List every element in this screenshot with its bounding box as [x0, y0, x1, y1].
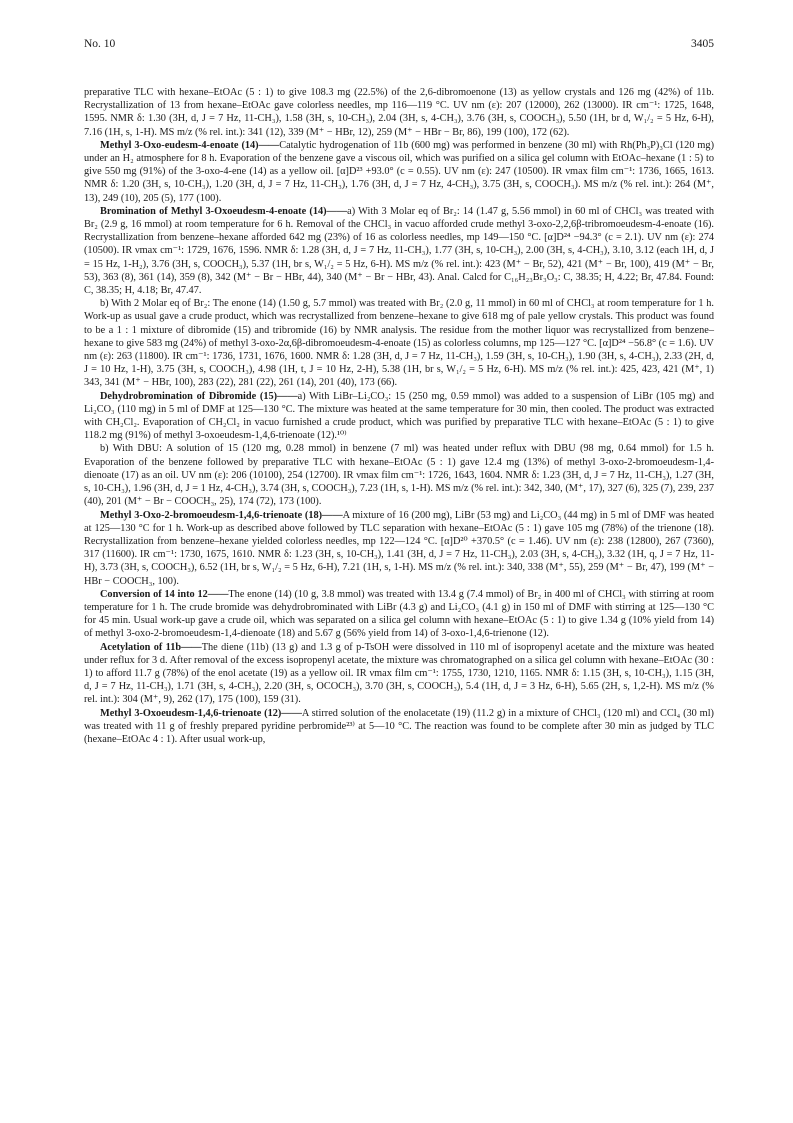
- paragraph: [84, 509, 714, 588]
- paragraph-text: A mixture of 16 (200 mg), LiBr (53 mg) and Li₂CO₃ (44 mg) in 5 ml of DMF was heated at 125—130 °C for 1 h. Work-up as described above followed by TLC separation with hexane–EtOAc (5 : 1) gave 105 mg (78%) of the trienone (18). Recrystallization from benzene–hexane yielded colorless needles, mp 122—124 °C. [α]D²⁰ +370.5° (c = 1.46). UV nm (ε): 238 (12800), 267 (7360), 317 (11600). IR cm⁻¹: 1730, 1675, 1610. NMR δ: 1.23 (3H, s, 10-CH₃), 1.41 (3H, d, J = 7 Hz, 11-CH₃), 2.03 (3H, s, 4-CH₃), 3.32 (1H, q, J = 7 Hz, 11-H), 3.73 (3H, s, COOCH₃), 6.52 (1H, br s, W₁/₂ = 5 Hz, 6-H), 7.21 (1H, s, 1-H). MS m/z (% rel. int.): 340, 338 (M⁺, 55), 259 (M⁺ − Br, 47), 199 (M⁺ − HBr − COOCH₃, 100).: [84, 509, 715, 587]
- page-number: 3405: [691, 38, 714, 50]
- paragraph: [84, 588, 714, 641]
- paragraph: [84, 390, 714, 443]
- paragraph: [84, 139, 714, 205]
- paragraph-text: A stirred solution of the enolacetate (19) (11.2 g) in a mixture of CHCl₃ (120 ml) and CCl₄ (30 ml) was treated with 11 g of freshly prepared pyridine perbromide²³⁾ at 5—10 °C. The reaction was found to be complete after 30 min as judged by TLC (hexane–EtOAc 4 : 1). After usual work-up,: [84, 707, 714, 745]
- paragraph-heading: Acetylation of 11b——: [100, 641, 202, 653]
- paragraph-text: a) With 3 Molar eq of Br₂: 14 (1.47 g, 5.56 mmol) in 60 ml of CHCl₃ was treated with Br₂ (2.9 g, 16 mmol) at room temperature for 6 h. Removal of the CHCl₃ in vacuo afforded crude methyl 3-oxo-2,2,6β-tribromoeudesm-4-enoate (16). Recrystallization from benzene–hexane afforded 642 mg (23%) of 16 as colorless needles, mp 149—150 °C. [α]D²⁴ −94.3° (c = 2.1). UV nm (ε): 274 (10500). IR νmax cm⁻¹: 1729, 1676, 1596. NMR δ: 1.28 (3H, d, J = 7 Hz, 11-CH₃), 1.77 (3H, s, 10-CH₃), 2.00 (3H, s, 4-CH₃), 3.10, 3.12 (each 1H, d, J = 15 Hz, 1-H₂), 3.76 (3H, s, COOCH₃), 5.37 (1H, br s, W₁/₂ = 5 Hz, 6-H). MS m/z (% rel. int.): 423 (M⁺ − Br, 52), 421 (M⁺ − Br, 100), 419 (M⁺ − Br, 53), 363 (8), 361 (14), 359 (8), 342 (M⁺ − Br − HBr, 44), 340 (M⁺ − Br − HBr, 43). Anal. Calcd for C₁₆H₂₃Br₃O₃: C, 38.35; H, 4.22; Br, 47.84. Found: C, 38.35; H, 4.18; Br, 47.47.: [84, 205, 714, 297]
- paragraph-text: Catalytic hydrogenation of 11b (600 mg) was performed in benzene (30 ml) with Rh(Ph₃P)₃Cl (120 mg) under an H₂ atmosphere for 8 h. Evaporation of the benzene gave a viscous oil, which was purified on a silica gel column with EtOAc–hexane (1 : 5) to give 550 mg (91%) of the 3-oxo-4-ene (14) as a yellow oil. [α]D²³ +93.0° (c = 0.55). UV nm (ε): 247 (10500). IR νmax film cm⁻¹: 1736, 1665, 1613. NMR δ: 1.20 (3H, s, 10-CH₃), 1.20 (3H, d, J = 7 Hz, 11-CH₃), 1.76 (3H, d, J = 7 Hz, 4-CH₃), 3.75 (3H, s, COOCH₃). MS m/z (% rel. int.): 264 (M⁺, 13), 249 (10), 205 (5), 177 (100).: [84, 139, 714, 204]
- paragraph-heading: Conversion of 14 into 12——: [100, 588, 229, 600]
- paragraph-heading: Bromination of Methyl 3-Oxoeudesm-4-enoate (14)——: [100, 205, 348, 217]
- body-text: [84, 86, 714, 746]
- paragraph-heading: Methyl 3-Oxo-2-bromoeudesm-1,4,6-trienoate (18)——: [100, 509, 343, 521]
- paragraph: [84, 86, 714, 139]
- paragraph-text: The enone (14) (10 g, 3.8 mmol) was treated with 13.4 g (7.4 mmol) of Br₂ in 400 ml of CHCl₃ with stirring at room temperature for 1 h. The crude bromide was dehydrobrominated with LiBr (4.3 g) and Li₂CO₃ (4.1 g) in 150 ml of DMF with stirring at 125—130 °C for 45 min. Usual work-up gave a crude oil, which was separated on a silica gel column with hexane–EtOAc (5 : 1) to give 1.34 g (10% yield from 14) of methyl 3-oxo-2-bromoeudesm-1,4-dienoate (18) and 5.67 g (56% yield from 14) of 3-oxo-1,4,6-trienone (12).: [84, 588, 714, 640]
- paragraph: [84, 442, 714, 508]
- paragraph: [84, 641, 714, 707]
- paragraph-text: b) With DBU: A solution of 15 (120 mg, 0.28 mmol) in benzene (7 ml) was heated under reflux with DBU (98 mg, 0.64 mmol) for 1.5 h. Evaporation of the benzene followed by preparative TLC with hexane–EtOAc (5 : 1) gave 12.4 mg (13%) of methyl 3-oxo-2-bromoeudesm-1,4-dienoate (17) as an oil. UV nm (ε): 206 (10100), 254 (12700). IR νmax film cm⁻¹: 1726, 1643, 1604. NMR δ: 1.23 (3H, d, J = 7 Hz, 11-CH₃), 1.27 (3H, s, 10-CH₃), 1.96 (3H, d, J = 1 Hz, 4-CH₃), 3.74 (3H, s, COOCH₃), 7.23 (1H, s, 1-H). MS m/z (% rel. int.): 342, 340, (M⁺, 17), 327 (6), 325 (7), 239, 237 (40), 201 (M⁺ − Br − COOCH₃, 25), 174 (72), 173 (100).: [84, 443, 714, 508]
- paragraph: [84, 205, 714, 297]
- paragraph-heading: Dehydrobromination of Dibromide (15)——: [100, 390, 298, 402]
- paragraph-text: b) With 2 Molar eq of Br₂: The enone (14) (1.50 g, 5.7 mmol) was treated with Br₂ (2.0 g, 11 mmol) in 60 ml of CHCl₃ at room temperature for 1 h. Work-up as usual gave a crude product, which was recrystallized from benzene–hexane to give 618 mg of pale yellow crystals. This product was found to be a 1 : 1 mixture of dibromide (15) and tribromide (16) by NMR analysis. The residue from the mother liquor was recrystallized from benzene–hexane to give 583 mg (24%) of methyl 3-oxo-2α,6β-dibromoeudesm-4-enoate (15) as colorless columns, mp 125—127 °C. [α]D²⁴ −56.8° (c = 1.6). UV nm (ε): 263 (11800). IR cm⁻¹: 1736, 1731, 1676, 1600. NMR δ: 1.28 (3H, d, J = 7 Hz, 11-CH₃), 1.59 (3H, s, 10-CH₃), 1.90 (3H, s, 4-CH₃), 2.33 (2H, d, J = 10 Hz, 1-H), 3.75 (3H, s, COOCH₃), 4.98 (1H, t, J = 10 Hz, 2-H), 5.38 (1H, br s, W₁/₂ = 5 Hz, 6-H). MS m/z (% rel. int.): 425, 423, 421 (M⁺, 1) 343, 341 (M⁺ − HBr, 100), 283 (22), 281 (22), 261 (14), 201 (40), 173 (66).: [84, 298, 714, 389]
- journal-page: [84, 38, 714, 746]
- page-header: [84, 38, 714, 50]
- paragraph-text: preparative TLC with hexane–EtOAc (5 : 1) to give 108.3 mg (22.5%) of the 2,6-dibromoenone (13) as yellow crystals and 126 mg (42%) of 11b. Recrystallization of 13 from hexane–EtOAc gave colorless needles, mp 116—119 °C. UV nm (ε): 207 (12000), 262 (13000). IR cm⁻¹: 1725, 1648, 1595. NMR δ: 1.30 (3H, d, J = 7 Hz, 11-CH₃), 1.58 (3H, s, 10-CH₃), 2.04 (3H, s, 4-CH₃), 3.76 (3H, s, COOCH₃), 5.50 (1H, br d, W₁/₂ = 5 Hz, 6-H), 7.16 (1H, s, 1-H). MS m/z (% rel. int.): 341 (12), 339 (M⁺ − HBr, 12), 259 (M⁺ − HBr − Br, 86), 199 (100), 172 (62).: [84, 87, 714, 138]
- paragraph-heading: Methyl 3-Oxoeudesm-1,4,6-trienoate (12)——: [100, 707, 302, 719]
- paragraph: [84, 297, 714, 389]
- paragraph-text: The diene (11b) (13 g) and 1.3 g of p-TsOH were dissolved in 110 ml of isopropenyl acetate and the mixture was heated under reflux for 3 d. After removal of the excess isopropenyl acetate, the mixture was chromatographed on a silica gel column with hexane–EtOAc (30 : 1) to afford 11.7 g (78%) of the enol acetate (19) as a yellow oil. IR νmax film cm⁻¹: 1755, 1730, 1210, 1165. NMR δ: 1.15 (3H, s, 10-CH₃), 1.15 (3H, d, J = 7 Hz, 11-CH₃), 1.71 (3H, s, 4-CH₃), 2.20 (3H, s, OCOCH₃), 3.70 (3H, s, COOCH₃), 5.4 (1H, d, J = 3 Hz, 6-H), 5.65 (2H, s, 1,2-H). MS m/z (% rel. int.): 304 (M⁺, 9), 262 (17), 175 (100), 159 (31).: [84, 641, 714, 706]
- issue-number: No. 10: [84, 38, 116, 50]
- paragraph: [84, 707, 714, 747]
- paragraph-text: a) With LiBr–Li₂CO₃: 15 (250 mg, 0.59 mmol) was added to a suspension of LiBr (105 mg) and Li₂CO₃ (110 mg) in 5 ml of DMF at 125—130 °C. The mixture was heated at the same temperature for 30 min, then cooled. The product was extracted with CH₂Cl₂. Evaporation of CH₂Cl₂ in vacuo furnished a crude product, which was purified by preparative TLC with hexane–EtOAc (5 : 1) to give 118.2 mg (91%) of methyl 3-oxoeudesm-1,4,6-trienoate (12).¹⁰⁾: [84, 390, 715, 442]
- paragraph-heading: Methyl 3-Oxo-eudesm-4-enoate (14)——: [100, 139, 280, 151]
